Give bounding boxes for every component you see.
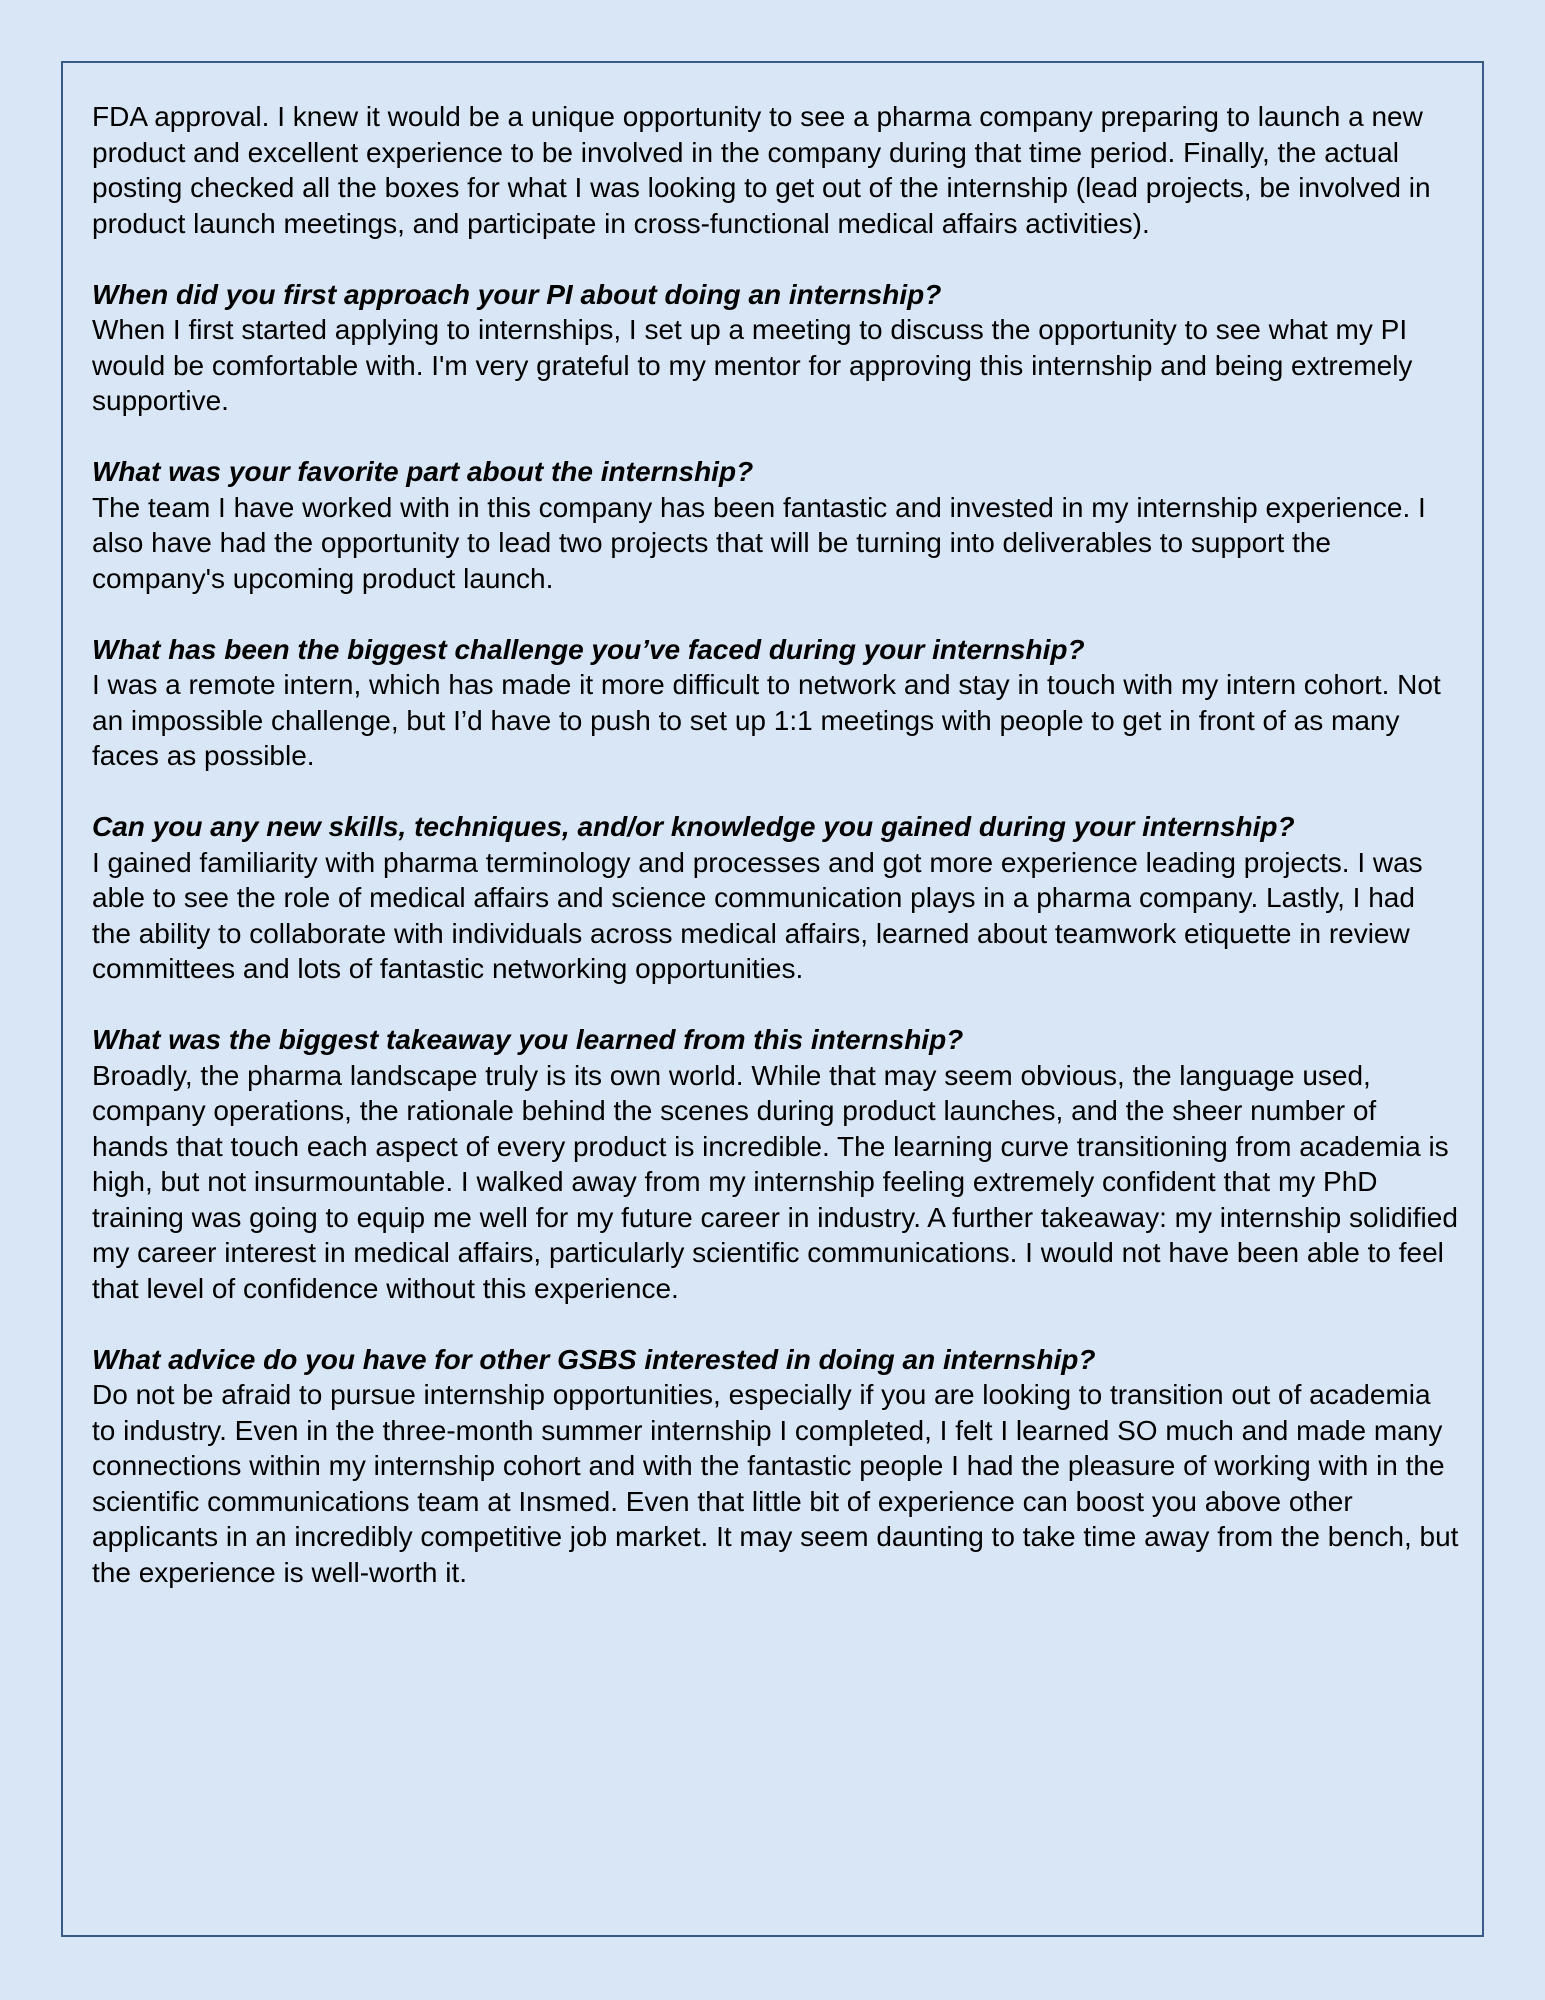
qa-section <box>92 809 1460 987</box>
question-heading: What advice do you have for other GSBS interested in doing an internship? <box>92 1343 1096 1375</box>
intro-paragraph: FDA approval. I knew it would be a unique opportunity to see a pharma company preparing to launch a new product and excellent experience to be involved in the company during that time period. Finally, the actual posting checked all the boxes for what I was looking to get out of the internship (lead projects, be involved in product launch meetings, and participate in cross-functional medical affairs activities). <box>92 101 1431 239</box>
content-border-box <box>61 61 1484 1937</box>
question-heading: What was the biggest takeaway you learned from this internship? <box>92 1024 964 1055</box>
qa-section <box>92 454 1460 596</box>
qa-section <box>92 1342 1460 1591</box>
qa-section <box>92 632 1460 774</box>
answer-paragraph: I was a remote intern, which has made it more difficult to network and stay in touch with my intern cohort. Not an impossible challenge, but I’d have to push to set up 1:1 meetings with people to get in front of as many faces as possible. <box>92 669 1441 771</box>
qa-section <box>92 277 1460 419</box>
question-heading: Can you any new skills, techniques, and/or knowledge you gained during your internship? <box>92 811 1295 842</box>
answer-paragraph: I gained familiarity with pharma terminology and processes and got more experience leading projects. I was able to see the role of medical affairs and science communication plays in a pharma company. Lastly, I had the ability to collaborate with individuals across medical affairs, learned about teamwork etiquette in review committees and lots of fantastic networking opportunities. <box>92 846 1423 984</box>
answer-paragraph: Do not be afraid to pursue internship opportunities, especially if you are looking to transition out of academia to industry. Even in the three-month summer internship I completed, I felt I learned SO much and made many connections within my internship cohort and with the fantastic people I had the pleasure of working with in the scientific communications team at Insmed. Even that little bit of experience can boost you above other applicants in an incredibly competitive job market. It may seem daunting to take time away from the bench, but the experience is well-worth it. <box>92 1379 1459 1588</box>
question-heading: When did you first approach your PI about doing an internship? <box>92 278 942 310</box>
qa-section <box>92 1022 1460 1306</box>
answer-paragraph: The team I have worked with in this company has been fantastic and invested in my internship experience. I also have had the opportunity to lead two projects that will be turning into deliverables to support the company's upcoming product launch. <box>92 491 1426 594</box>
question-heading: What was your favorite part about the internship? <box>92 456 754 487</box>
answer-paragraph: When I first started applying to internships, I set up a meeting to discuss the opportunity to see what my PI would be comfortable with. I'm very grateful to my mentor for approving this internship and being extremely supportive. <box>92 314 1413 416</box>
answer-paragraph: Broadly, the pharma landscape truly is its own world. While that may seem obvious, the language used, company operations, the rationale behind the scenes during product launches, and the sheer number of hands that touch each aspect of every product is incredible. The learning curve transitioning from academia is high, but not insurmountable. I walked away from my internship feeling extremely confident that my PhD training was going to equip me well for my future career in industry. A further takeaway: my internship solidified my career interest in medical affairs, particularly scientific communications. I would not have been able to feel that level of confidence without this experience. <box>92 1059 1458 1304</box>
question-heading: What has been the biggest challenge you’ve faced during your internship? <box>92 633 1085 665</box>
